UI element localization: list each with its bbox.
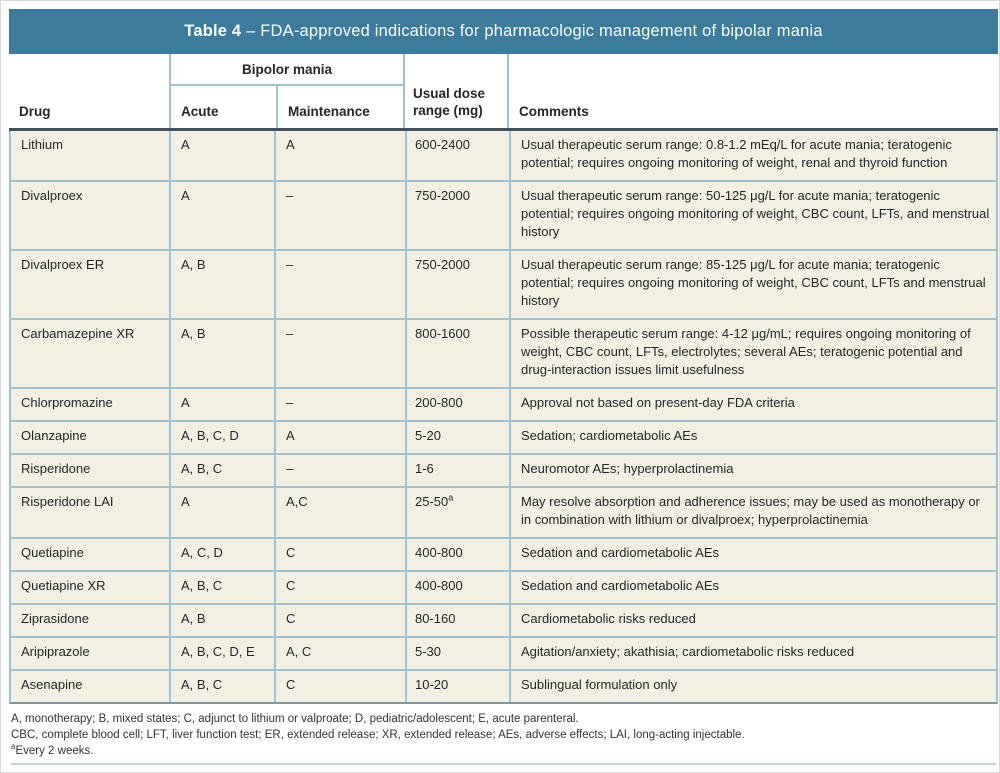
acute-cell: A, B, C <box>169 455 274 486</box>
drug-cell: Lithium <box>21 137 63 152</box>
drug-cell: Aripiprazole <box>21 644 90 659</box>
drug-cell: Ziprasidone <box>21 611 89 626</box>
table-row <box>11 636 996 669</box>
comments-cell: Sedation and cardiometabolic AEs <box>509 572 996 603</box>
drug-cell: Risperidone <box>21 461 91 476</box>
drug-cell: Olanzapine <box>21 428 87 443</box>
maintenance-cell: – <box>274 389 405 420</box>
maintenance-cell: C <box>274 539 405 570</box>
table-row <box>11 249 996 318</box>
dose-cell: 200-800 <box>405 389 509 420</box>
footnote-abbreviations-2: CBC, complete blood cell; LFT, liver function test; ER, extended release; XR, extended release; AEs, adverse effects; LAI, long-acting injectable. <box>11 729 745 741</box>
dose-cell: 25-50$^a$ <box>405 488 509 537</box>
acute-cell: A, B <box>169 605 274 636</box>
dose-cell: 5-30 <box>405 638 509 669</box>
dose-cell: 600-2400 <box>405 131 509 180</box>
table-body <box>9 131 998 704</box>
comments-cell: Approval not based on present-day FDA criteria <box>509 389 996 420</box>
column-group-bipolar-mania <box>169 54 405 128</box>
table-row <box>11 453 996 486</box>
dose-cell: 750-2000 <box>405 182 509 249</box>
table-row <box>11 603 996 636</box>
dose-cell: 800-1600 <box>405 320 509 387</box>
table-row <box>11 131 996 180</box>
acute-cell: A, B, C <box>169 572 274 603</box>
drug-cell: Asenapine <box>21 677 83 692</box>
acute-cell: A, B, C, D, E <box>169 638 274 669</box>
column-header-comments: Comments <box>519 104 589 119</box>
acute-cell: A, B, C <box>169 671 274 702</box>
maintenance-cell: C <box>274 605 405 636</box>
table-title-bar <box>9 9 998 54</box>
bipolar-mania-subheaders <box>171 86 403 128</box>
table-row <box>11 180 996 249</box>
column-header-acute: Acute <box>181 104 219 119</box>
table-header <box>9 54 998 131</box>
acute-cell: A <box>169 488 274 537</box>
bottom-rule <box>11 763 996 765</box>
acute-cell: A, C, D <box>169 539 274 570</box>
acute-cell: A, B <box>169 251 274 318</box>
table-row <box>11 420 996 453</box>
column-header-maintenance: Maintenance <box>276 86 403 128</box>
table-row <box>11 537 996 570</box>
maintenance-cell: C <box>274 671 405 702</box>
comments-cell: Sublingual formulation only <box>509 671 996 702</box>
drug-cell: Quetiapine XR <box>21 578 106 593</box>
dose-cell: 10-20 <box>405 671 509 702</box>
comments-cell: Possible therapeutic serum range: 4-12 μg/mL; requires ongoing monitoring of weight, CBC count, LFTs, electrolytes; several AEs; teratogenic potential and drug-interaction issues limit usefulness <box>509 320 996 387</box>
maintenance-cell: A, C <box>274 638 405 669</box>
dose-cell: 400-800 <box>405 539 509 570</box>
dose-cell: 400-800 <box>405 572 509 603</box>
comments-cell: Usual therapeutic serum range: 85-125 μg/L for acute mania; teratogenic potential; requires ongoing monitoring of weight, CBC count, LFTs and menstrual history <box>509 251 996 318</box>
drug-cell: Divalproex ER <box>21 257 105 272</box>
footnote-dosing-interval: $^a$Every 2 weeks. <box>11 742 94 757</box>
maintenance-cell: – <box>274 320 405 387</box>
dose-cell: 80-160 <box>405 605 509 636</box>
drug-cell: Quetiapine <box>21 545 84 560</box>
comments-cell: Sedation and cardiometabolic AEs <box>509 539 996 570</box>
drug-cell: Chlorpromazine <box>21 395 113 410</box>
table-title-text: – FDA-approved indications for pharmacologic management of bipolar mania <box>241 22 823 40</box>
table-row <box>11 387 996 420</box>
acute-cell: A <box>169 389 274 420</box>
dose-cell: 5-20 <box>405 422 509 453</box>
table-row <box>11 486 996 537</box>
maintenance-cell: C <box>274 572 405 603</box>
comments-cell: Sedation; cardiometabolic AEs <box>509 422 996 453</box>
maintenance-cell: – <box>274 455 405 486</box>
acute-cell: A <box>169 131 274 180</box>
table-footnotes <box>9 704 998 771</box>
maintenance-cell: – <box>274 251 405 318</box>
column-header-bipolar-mania: Bipolor mania <box>171 54 403 86</box>
footnote-marker: a <box>11 742 16 752</box>
table-row <box>11 570 996 603</box>
maintenance-cell: – <box>274 182 405 249</box>
maintenance-cell: A,C <box>274 488 405 537</box>
drug-cell: Carbamazepine XR <box>21 326 135 341</box>
drug-cell: Risperidone LAI <box>21 494 114 509</box>
dose-footnote-marker: a <box>448 492 454 503</box>
acute-cell: A <box>169 182 274 249</box>
page-title <box>184 22 822 41</box>
comments-cell: May resolve absorption and adherence issues; may be used as monotherapy or in combination with lithium or divalproex; hyperprolactinemia <box>509 488 996 537</box>
comments-cell: Usual therapeutic serum range: 50-125 μg/L for acute mania; teratogenic potential; requires ongoing monitoring of weight, CBC count, LFTs, and menstrual history <box>509 182 996 249</box>
acute-cell: A, B, C, D <box>169 422 274 453</box>
table-row <box>11 669 996 702</box>
acute-cell: A, B <box>169 320 274 387</box>
maintenance-cell: A <box>274 131 405 180</box>
comments-cell: Neuromotor AEs; hyperprolactinemia <box>509 455 996 486</box>
table-number: Table 4 <box>184 22 242 40</box>
footnote-abbreviations-1: A, monotherapy; B, mixed states; C, adjunct to lithium or valproate; D, pediatric/adolescent; E, acute parenteral. <box>11 713 579 725</box>
column-header-drug: Drug <box>19 104 51 119</box>
drug-cell: Divalproex <box>21 188 83 203</box>
table-row <box>11 318 996 387</box>
maintenance-cell: A <box>274 422 405 453</box>
comments-cell: Agitation/anxiety; akathisia; cardiometabolic risks reduced <box>509 638 996 669</box>
column-header-dose-range: Usual dose range (mg) <box>405 54 509 128</box>
comments-cell: Cardiometabolic risks reduced <box>509 605 996 636</box>
comments-cell: Usual therapeutic serum range: 0.8-1.2 mEq/L for acute mania; teratogenic potential; requires ongoing monitoring of weight, renal and thyroid function <box>509 131 996 180</box>
dose-cell: 1-6 <box>405 455 509 486</box>
dose-cell: 750-2000 <box>405 251 509 318</box>
table-4 <box>9 9 998 771</box>
